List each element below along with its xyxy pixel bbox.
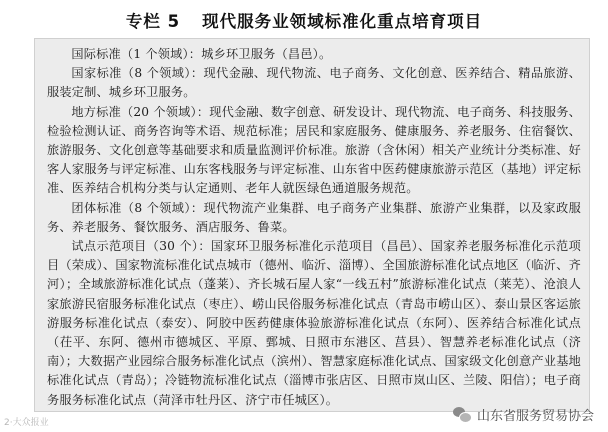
paragraph-pilot-projects: 试点示范项目（30 个）：国家环卫服务标准化示范项目（昌邑）、国家养老服务标准化示范项目（荣成）、国家物流标准化试点城市（德州、临沂、淄博）、全国旅游标准化试点地区（临沂、齐河）；全域旅游标准化试点（蓬莱）、齐长城石屋人家“一线五村”旅游标准化试点（莱芜）、沧浪人家旅游民宿服务标准化试点（枣庄）、崂山民俗服务标准化试点（青岛市崂山区）、泰山景区客运旅游服务标准化试点（泰安）、阿胶中医药健康体验旅游标准化试点（东阿）、医养结合标准化试点（茌平、东阿、德州市德城区、平原、鄄城、日照市东港区、莒县）、智慧养老标准化试点（济南）；大数据产业园综合服务标准化试点（滨州）、智慧家庭标准化试点、国家级文化创意产业基地标准化试点（青岛）；冷链物流标准化试点（淄博市张店区、日照市岚山区、兰陵、阳信）；电子商务服务标准化试点（菏泽市牡丹区、济宁市任城区）。 [47,239,581,407]
column-title [0,8,608,32]
content-box [34,38,590,412]
paragraph-local-standards: 地方标准（20 个领域）：现代金融、数字创意、研发设计、现代物流、电子商务、科技服务、检验检测认证、商务咨询等术语、规范标准；居民和家庭服务、健康服务、养老服务、住宿餐饮、旅游服务、文化创意等基础要求和质量监测评价标准。旅游（含休闲）相关产业统计分类标准、好客人家服务与评定标准、山东客栈服务与评定标准、山东省中医药健康旅游示范区（基地）评定标准、医养结合机构分类与认定通则、老年人就医绿色通道服务规范。 [47,104,581,196]
column-label: 专栏 5 [125,12,181,31]
account-name: 山东省服务贸易协会 [476,409,594,424]
wechat-icon [453,407,471,423]
paragraph-national-standards: 国家标准（8 个领域）：现代金融、现代物流、电子商务、文化创意、医养结合、精品旅游、服装定制、城乡环卫服务。 [47,66,581,100]
account-watermark [453,405,594,424]
source-watermark: 2·大众报业 [4,418,49,428]
paragraph-international-standards: 国际标准（1 个领域）：城乡环卫服务（昌邑）。 [71,47,332,61]
column-heading: 现代服务业领域标准化重点培育项目 [202,12,483,31]
paragraph-group-standards: 团体标准（8 个领域）：现代物流产业集群、电子商务产业集群、旅游产业集群，以及家政服务、养老服务、餐饮服务、酒店服务、鲁菜。 [47,200,581,234]
